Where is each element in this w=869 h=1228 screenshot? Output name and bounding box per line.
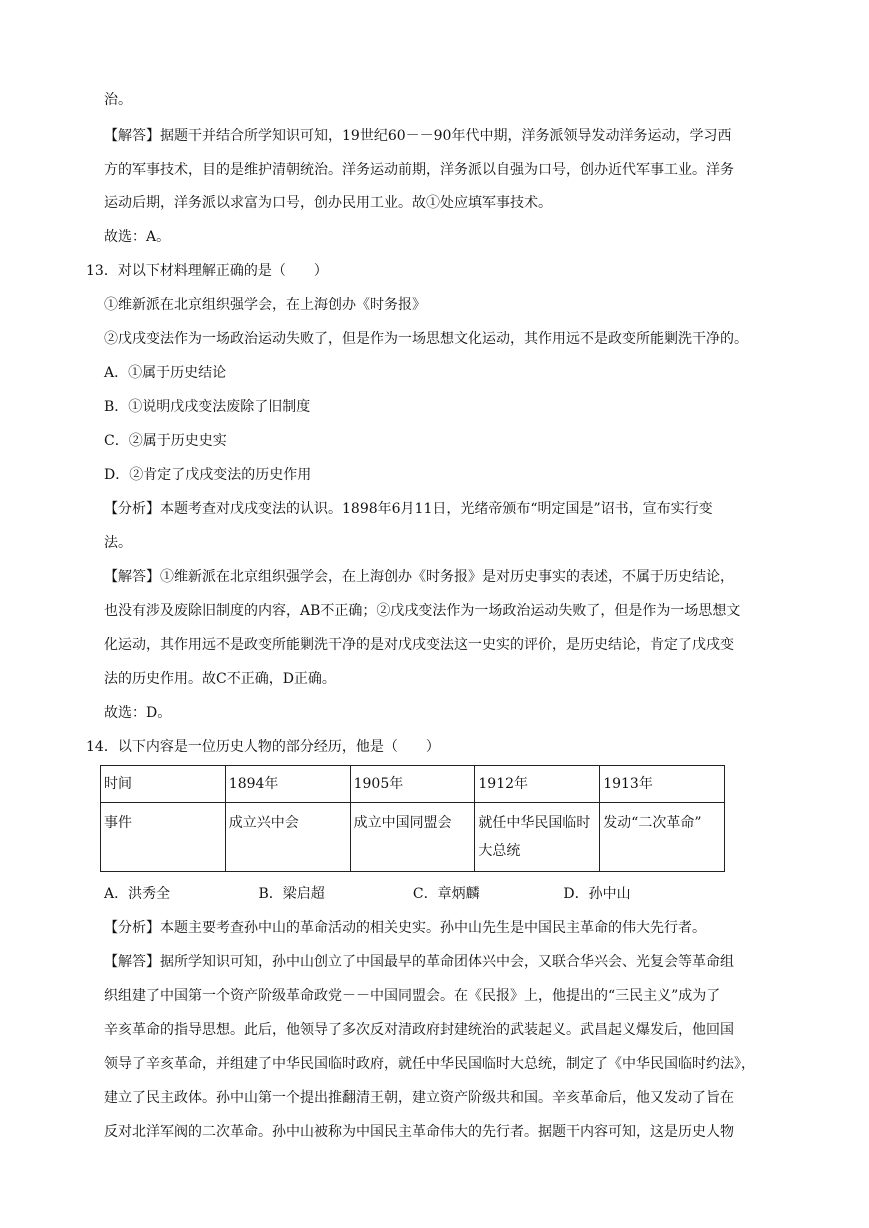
material-2: ②戊戌变法作为一场政治运动失败了，但是作为一场思想文化运动，其作用远不是政变所能剿洗干净的。 [104,331,748,347]
table-cell: 发动“二次革命” [600,803,725,872]
analysis-text-line: 【分析】本题考查对戊戌变法的认识。1898年6月11日，光绪帝颁布“明定国是”诏书，宣布实行变 [104,501,713,517]
option-d: D．②肯定了戊戌变法的历史作用 [104,467,312,483]
table-cell: 1894年 [225,766,350,803]
table-cell: 成立兴中会 [225,803,350,872]
option-d: D．孙中山 [563,886,631,902]
table-row [101,766,725,803]
table-cell: 就任中华民国临时大总统 [475,803,600,872]
question-13-title: 13．对以下材料理解正确的是（ ） [86,263,328,279]
option-b: B．①说明戊戌变法废除了旧制度 [104,399,311,415]
table-cell: 事件 [101,803,226,872]
option-c: C．章炳麟 [412,886,480,902]
text-line: 方的军事技术，目的是维护清朝统治。洋务运动前期，洋务派以自强为口号，创办近代军事工业。洋务 [104,162,734,178]
text-line: 化运动，其作用远不是政变所能剿洗干净的是对戊戌变法这一史实的评价，是历史结论，肯定了戊戌变 [104,637,734,653]
table-cell: 1905年 [350,766,475,803]
table-cell: 时间 [101,766,226,803]
options-row [104,885,631,903]
choice-result: 故选：D。 [104,705,172,721]
table-cell: 成立中国同盟会 [350,803,475,872]
text-line: 治。 [104,92,132,108]
analysis-text-line: 【分析】本题主要考查孙中山的革命活动的相关史实。孙中山先生是中国民主革命的伟大先行者。 [104,920,706,936]
text-line: 领导了辛亥革命，并组建了中华民国临时政府，就任中华民国临时大总统，制定了《中华民国临时约法》， [104,1056,755,1072]
answer-text-line: 【解答】①维新派在北京组织强学会，在上海创办《时务报》是对历史事实的表述，不属于历史结论， [104,569,734,585]
choice-result: 故选：A。 [104,229,171,245]
table-row [101,803,725,872]
text-line: 法。 [104,535,132,551]
question-14-title: 14．以下内容是一位历史人物的部分经历，他是（ ） [86,739,440,755]
option-b: B．梁启超 [258,886,325,902]
table-cell: 1913年 [600,766,725,803]
text-line: 法的历史作用。故C不正确，D正确。 [104,671,336,687]
text-line: 也没有涉及废除旧制度的内容，AB不正确；②戊戌变法作为一场政治运动失败了，但是作为一场思想文 [104,603,741,619]
option-c: C．②属于历史史实 [104,433,227,449]
option-a: A．洪秀全 [104,886,171,902]
text-line: 织组建了中国第一个资产阶级革命政党－－中国同盟会。在《民报》上，他提出的“三民主义”成为了 [104,988,721,1004]
option-a: A．①属于历史结论 [104,365,227,381]
material-1: ①维新派在北京组织强学会，在上海创办《时务报》 [104,297,426,313]
events-table [100,765,725,872]
table-cell: 1912年 [475,766,600,803]
answer-text-line: 【解答】据题干并结合所学知识可知，19世纪60－－90年代中期，洋务派领导发动洋务运动，学习西 [104,128,732,144]
text-line: 运动后期，洋务派以求富为口号，创办民用工业。故①处应填军事技术。 [104,195,552,211]
text-line: 建立了民主政体。孙中山第一个提出推翻清王朝，建立资产阶级共和国。辛亥革命后，他又发动了旨在 [104,1090,734,1106]
text-line: 辛亥革命的指导思想。此后，他领导了多次反对清政府封建统治的武装起义。武昌起义爆发后，他回国 [104,1022,734,1038]
text-line: 反对北洋军阀的二次革命。孙中山被称为中国民主革命伟大的先行者。据题干内容可知，这是历史人物 [104,1124,734,1140]
answer-text-line: 【解答】据所学知识可知，孙中山创立了中国最早的革命团体兴中会，又联合华兴会、光复会等革命组 [104,954,734,970]
